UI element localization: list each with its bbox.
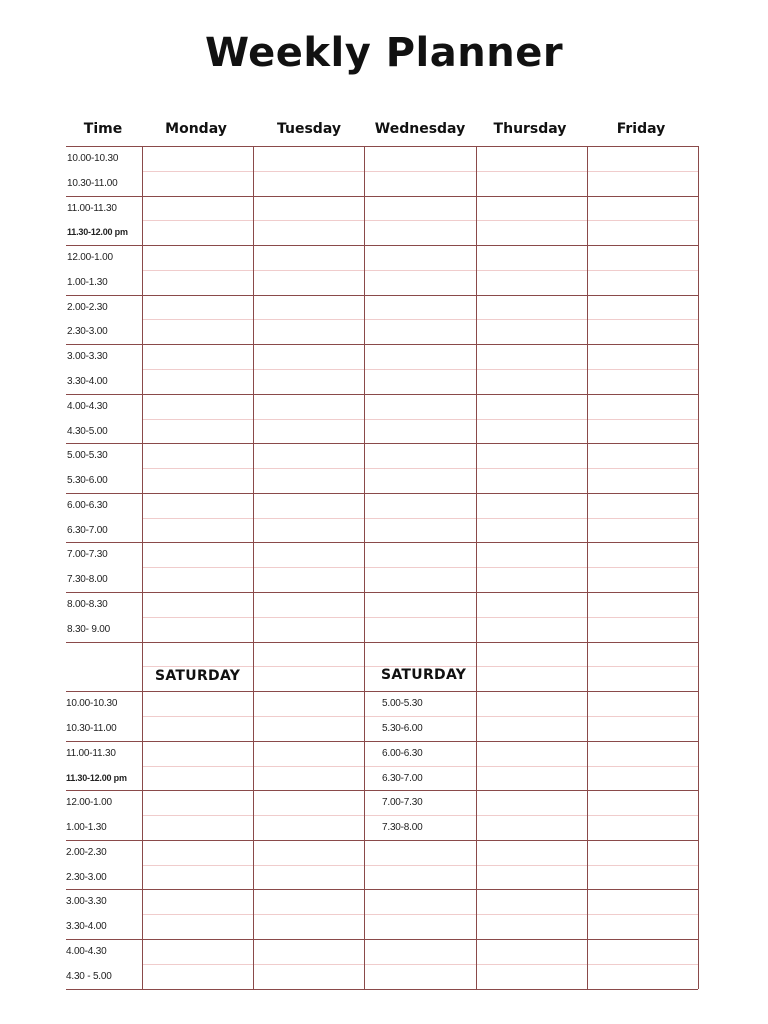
planner-cell[interactable]: [365, 940, 475, 988]
time-slot-label: 7.00-7.30: [382, 797, 423, 808]
time-slot-label: 4.00-4.30: [66, 946, 107, 957]
planner-cell[interactable]: [477, 494, 586, 542]
column-divider: [698, 146, 699, 989]
header-friday: Friday: [616, 121, 666, 137]
time-slot-label: 5.30-6.00: [67, 475, 108, 486]
planner-cell[interactable]: [477, 791, 586, 839]
planner-cell[interactable]: [254, 494, 363, 542]
planner-cell[interactable]: [477, 345, 586, 393]
time-slot-label: 2.30-3.00: [66, 872, 107, 883]
planner-cell[interactable]: [365, 345, 475, 393]
planner-cell[interactable]: [143, 246, 252, 294]
planner-cell[interactable]: [588, 246, 697, 294]
planner-cell[interactable]: [588, 841, 697, 889]
planner-cell[interactable]: [365, 890, 475, 938]
planner-cell[interactable]: [477, 890, 586, 938]
planner-cell[interactable]: [143, 345, 252, 393]
planner-cell[interactable]: [365, 147, 475, 195]
time-slot-label: 7.30-8.00: [382, 822, 423, 833]
header-time: Time: [83, 121, 123, 137]
planner-cell[interactable]: [143, 692, 252, 740]
planner-cell[interactable]: [143, 296, 252, 344]
row-divider: [66, 642, 698, 643]
row-divider: [66, 989, 698, 990]
planner-cell[interactable]: [254, 543, 363, 591]
planner-cell[interactable]: [588, 692, 697, 740]
page-title: Weekly Planner: [204, 30, 564, 76]
planner-cell[interactable]: [254, 791, 363, 839]
planner-cell[interactable]: [588, 197, 697, 245]
time-slot-label: 3.30-4.00: [67, 376, 108, 387]
time-slot-label: 6.00-6.30: [382, 748, 423, 759]
time-slot-label: 12.00-1.00: [67, 252, 113, 263]
planner-cell[interactable]: [254, 593, 363, 641]
time-slot-label: 11.30-12.00 pm: [66, 773, 127, 783]
planner-cell[interactable]: [588, 395, 697, 443]
planner-cell[interactable]: [254, 246, 363, 294]
time-slot-label: 10.00-10.30: [67, 153, 119, 164]
planner-cell[interactable]: [143, 395, 252, 443]
planner-cell[interactable]: [143, 742, 252, 790]
planner-cell[interactable]: [365, 444, 475, 492]
time-slot-label: 1.00-1.30: [67, 277, 108, 288]
planner-cell[interactable]: [143, 147, 252, 195]
time-slot-label: 11.00-11.30: [67, 203, 117, 214]
header-monday: Monday: [165, 121, 227, 137]
time-slot-label: 10.30-11.00: [66, 723, 117, 734]
planner-cell[interactable]: [143, 593, 252, 641]
planner-cell[interactable]: [365, 395, 475, 443]
planner-cell[interactable]: [254, 395, 363, 443]
planner-cell[interactable]: [477, 742, 586, 790]
planner-cell[interactable]: [365, 296, 475, 344]
planner-cell[interactable]: [143, 543, 252, 591]
planner-cell[interactable]: [477, 444, 586, 492]
planner-cell[interactable]: [254, 692, 363, 740]
planner-cell[interactable]: [588, 444, 697, 492]
planner-cell[interactable]: [254, 940, 363, 988]
time-slot-label: 8.30- 9.00: [67, 624, 111, 635]
time-slot-label: 4.30 - 5.00: [66, 971, 112, 982]
planner-cell[interactable]: [365, 692, 475, 740]
planner-cell[interactable]: [143, 841, 252, 889]
planner-cell[interactable]: [365, 246, 475, 294]
planner-cell[interactable]: [588, 742, 697, 790]
planner-cell[interactable]: [588, 345, 697, 393]
time-slot-label: 7.30-8.00: [67, 574, 108, 585]
time-slot-label: 10.00-10.30: [66, 698, 118, 709]
planner-cell[interactable]: [254, 890, 363, 938]
saturday-header: SATURDAY: [381, 667, 467, 683]
time-slot-label: 11.30-12.00 pm: [67, 227, 128, 237]
time-slot-label: 3.00-3.30: [67, 351, 108, 362]
time-slot-label: 2.30-3.00: [67, 326, 108, 337]
time-slot-label: 4.00-4.30: [67, 401, 108, 412]
planner-cell[interactable]: [365, 791, 475, 839]
time-slot-label: 3.30-4.00: [66, 921, 107, 932]
planner-cell[interactable]: [254, 444, 363, 492]
time-slot-label: 3.00-3.30: [66, 896, 107, 907]
planner-cell[interactable]: [477, 543, 586, 591]
planner-cell[interactable]: [365, 543, 475, 591]
planner-cell[interactable]: [254, 296, 363, 344]
planner-cell[interactable]: [588, 147, 697, 195]
time-slot-label: 6.30-7.00: [67, 525, 108, 536]
time-slot-label: 7.00-7.30: [67, 549, 108, 560]
saturday-header: SATURDAY: [155, 668, 241, 684]
time-slot-label: 4.30-5.00: [67, 426, 108, 437]
planner-cell[interactable]: [365, 841, 475, 889]
time-slot-label: 2.00-2.30: [67, 302, 108, 313]
planner-cell[interactable]: [143, 791, 252, 839]
planner-cell[interactable]: [254, 345, 363, 393]
planner-cell[interactable]: [477, 593, 586, 641]
planner-cell[interactable]: [588, 890, 697, 938]
planner-cell[interactable]: [254, 841, 363, 889]
planner-cell[interactable]: [588, 494, 697, 542]
time-slot-label: 6.00-6.30: [67, 500, 108, 511]
time-slot-label: 11.00-11.30: [66, 748, 116, 759]
planner-cell[interactable]: [588, 940, 697, 988]
planner-cell[interactable]: [254, 147, 363, 195]
planner-cell[interactable]: [365, 593, 475, 641]
planner-cell[interactable]: [588, 791, 697, 839]
time-slot-label: 2.00-2.30: [66, 847, 107, 858]
planner-cell[interactable]: [143, 444, 252, 492]
time-slot-label: 10.30-11.00: [67, 178, 118, 189]
time-slot-label: 6.30-7.00: [382, 773, 423, 784]
planner-cell[interactable]: [143, 197, 252, 245]
header-tuesday: Tuesday: [277, 121, 341, 137]
planner-cell[interactable]: [143, 494, 252, 542]
planner-cell[interactable]: [254, 197, 363, 245]
time-slot-label: 8.00-8.30: [67, 599, 108, 610]
planner-cell[interactable]: [477, 940, 586, 988]
time-slot-label: 12.00-1.00: [66, 797, 112, 808]
planner-cell[interactable]: [477, 395, 586, 443]
planner-cell[interactable]: [365, 742, 475, 790]
planner-cell[interactable]: [365, 494, 475, 542]
planner-cell[interactable]: [588, 296, 697, 344]
planner-cell[interactable]: [143, 890, 252, 938]
planner-cell[interactable]: [477, 246, 586, 294]
planner-cell[interactable]: [365, 197, 475, 245]
planner-cell[interactable]: [477, 692, 586, 740]
planner-cell[interactable]: [143, 940, 252, 988]
planner-cell[interactable]: [588, 543, 697, 591]
time-slot-label: 5.00-5.30: [67, 450, 108, 461]
planner-cell[interactable]: [477, 197, 586, 245]
planner-cell[interactable]: [477, 296, 586, 344]
planner-cell[interactable]: [477, 841, 586, 889]
header-wednesday: Wednesday: [374, 121, 466, 137]
planner-cell[interactable]: [477, 147, 586, 195]
time-slot-label: 1.00-1.30: [66, 822, 107, 833]
planner-cell[interactable]: [588, 593, 697, 641]
time-slot-label: 5.30-6.00: [382, 723, 423, 734]
header-thursday: Thursday: [493, 121, 567, 137]
time-slot-label: 5.00-5.30: [382, 698, 423, 709]
planner-cell[interactable]: [254, 742, 363, 790]
